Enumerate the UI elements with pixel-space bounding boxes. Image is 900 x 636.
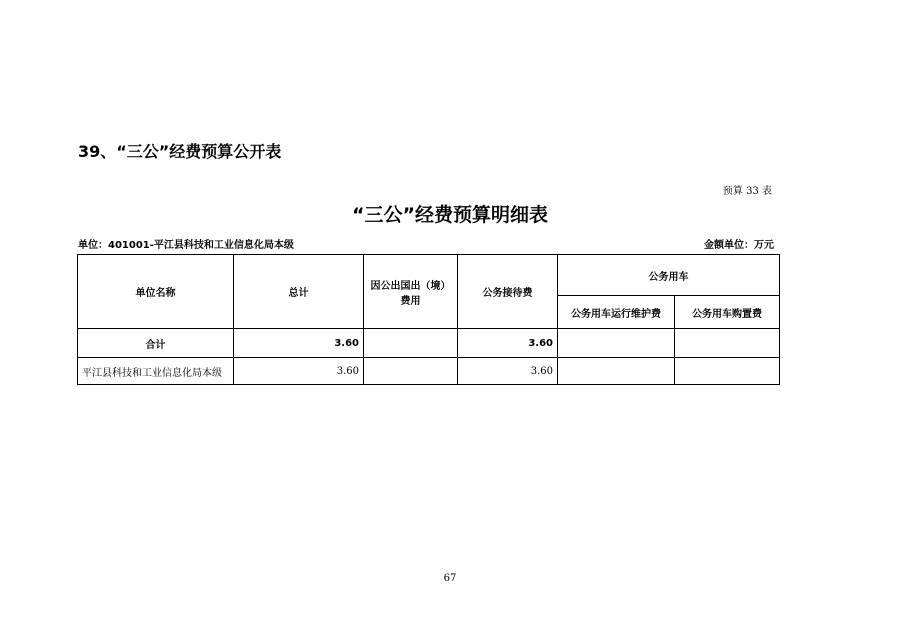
page-number: 67 [443,573,457,584]
header-vehicle-operation: 公务用车运行维护费 [558,296,675,329]
header-vehicle-purchase: 公务用车购置费 [675,296,780,329]
section-title: 39、“三公”经费预算公开表 [78,142,282,161]
unit-label: 单位：401001-平江县科技和工业信息化局本级 [78,240,294,251]
table-row-total [78,329,780,358]
cell-abroad [364,358,458,385]
cell-vehicle-purchase [675,358,780,385]
budget-table [77,254,780,385]
header-unit-name: 单位名称 [78,255,234,329]
cell-abroad [364,329,458,358]
cell-reception: 3.60 [458,358,558,385]
table-row [78,358,780,385]
header-vehicle-group: 公务用车 [558,255,780,296]
table-title: “三公”经费预算明细表 [352,204,548,226]
cell-total: 3.60 [234,358,364,385]
cell-vehicle-operation [558,358,675,385]
header-abroad: 因公出国出（境）费用 [364,255,458,329]
form-number: 预算 33 表 [722,186,772,197]
cell-name: 平江县科技和工业信息化局本级 [78,358,234,385]
cell-vehicle-operation [558,329,675,358]
header-reception: 公务接待费 [458,255,558,329]
header-total: 总计 [234,255,364,329]
cell-name: 合计 [78,329,234,358]
cell-reception: 3.60 [458,329,558,358]
amount-unit: 金额单位：万元 [704,240,774,251]
header-row [78,255,780,296]
cell-vehicle-purchase [675,329,780,358]
unit-line [78,236,774,251]
cell-total: 3.60 [234,329,364,358]
